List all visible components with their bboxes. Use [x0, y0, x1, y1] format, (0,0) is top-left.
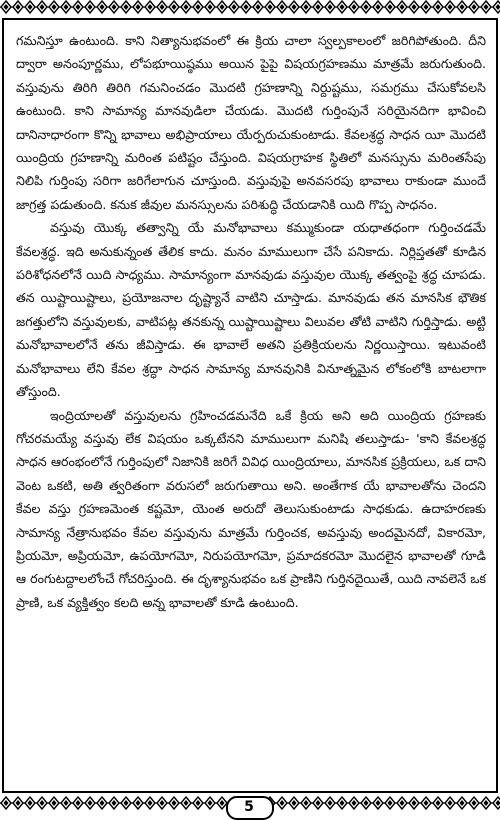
page-body-frame: [2, 18, 498, 793]
page-number: 5: [244, 799, 254, 815]
paragraph-2: వస్తువు యొక్క తత్వాన్ని యే మనోభావాలు కమ్ముకుండా యధాతధంగా గుర్తించడమే కేవలశ్రద్ధ. ఇది అనుకున్నంత తేలిక కాదు. మనం మాములుగా చేసే పనికాదు. నిర్లిప్తతతో కూడిన పరిశోధనలోనే యిది సాధ్యము. సామాన్యంగా మానవుడు వస్తువుల యొక్క తత్వంపై శ్రద్ధ చూపడు. తన యిష్టాయిష్టాలు, ప్రయోజనాల దృష్ట్యానే వాటిని చూస్తాడు. మానవుడు తన మానసిక భౌతిక జగత్తులోని వస్తువులకు, వాటిపట్ల తనకున్న యిష్టాయిష్టాలు విలువల తోటి వాటిని గుర్తిస్తాడు. అట్టి మనోభావాలలోనే తను జీవిస్తాడు. ఈ భావాలే అతని ప్రతిక్రియలను నిర్ణయిస్తాయి. ఇటువంటి మనోభావాలు లేని కేవల శ్రద్ధా సాధన సామాన్య మానవునికి వినూత్నమైన లోకంలోకి బాటలాగా తోస్తుంది.: [16, 220, 486, 400]
paragraph-3: ఇంద్రియాలతో వస్తువులను గ్రహించడమనేది ఒకే క్రియ అని అది యింద్రియ గ్రహణకు గోచరమయ్యే వస్తువు లేక విషయం ఒక్కటేనని మాములుగా మనిషి తలుస్తాడు- 'కాని కేవలశ్రద్ధ సాధన ఆరంభంలోనే గుర్తింపులో నిజానికి జరిగే వివిధ యింద్రియాలు, మానసిక ప్రక్రియలు, ఒక దాని వెంట ఒకటి, అతి త్వరితంగా వరుసలో జరుగుతాయి అని. అంతేగాక యే భావాలతోను చెందని కేవల వస్తు గ్రహణమెంత కష్టమో, యెంత అరుదో తెలుసుకుంటాడు సాధకుడు. ఉదాహరణకు సామాన్య నేత్రానుభవం కేవల వస్తువును మాత్రమే గుర్తించక, అవస్తువు అందమైనదో, వికారమో, ప్రియమో, అప్రియమో, ఉపయోగమో, నిరుపయోగమో, ప్రమాదకరమో మొదలైన భావాలతో గూడి ఆ రంగుటద్దాలలోంచే గోచరిస్తుంది. ఈ దృశ్యానుభవం ఒక ప్రాణిని గుర్తినదైయితే, యిది నావలెనే ఒక ప్రాణి, ఒక వ్యక్తిత్వం కలది అన్న భావాలతో కూడి ఉంటుంది.: [16, 407, 486, 610]
paragraph-1: గమనిస్తూ ఉంటుంది. కాని నిత్యానుభవంలో ఈ క్రియ చాలా స్వల్పకాలంలో జరిగిపోతుంది. దీని ద్వారా అనంపూర్ణము, లోపభూయిష్ఠము అయిన పైపై విషయగ్రహణము మాత్రమే జరుగుతుంది. వస్తువును తిరిగి తిరిగి గమనించడం మొదటి గ్రహణాన్ని నిర్దుష్టము, సమగ్రము చేసుకోవలసి ఉంటుంది. కాని సామాన్య మానవుడిలా చేయడు. మొదటి గుర్తింపునే సరియైనదిగా భావించి దానినాధారంగా కొన్ని భావాలు అభిప్రాయాలు యేర్పరుచుకుంటాడు. కేవలశ్రద్ధ సాధన యీ మొదటి యింద్రియ గ్రహణాన్ని మరింత పటిష్టం చేస్తుంది. విషయగ్రాహక స్థితిలో మనస్సును మరింతసేపు నిలిపి గుర్తింపు సరిగా జరిగేలాగున చూస్తుంది. వస్తువుపై అనవసరపు భావాలు రాకుండా ముందే జాగ్రత్త పడుతుంది. కనుక జీవుల మనస్సులను పరిశుద్ధి చేయడానికి యిది గొప్ప సాధనం.: [16, 33, 486, 212]
top-decorative-border: [0, 0, 500, 14]
page-number-badge: [226, 796, 272, 818]
chain-pattern-top: [0, 0, 500, 14]
